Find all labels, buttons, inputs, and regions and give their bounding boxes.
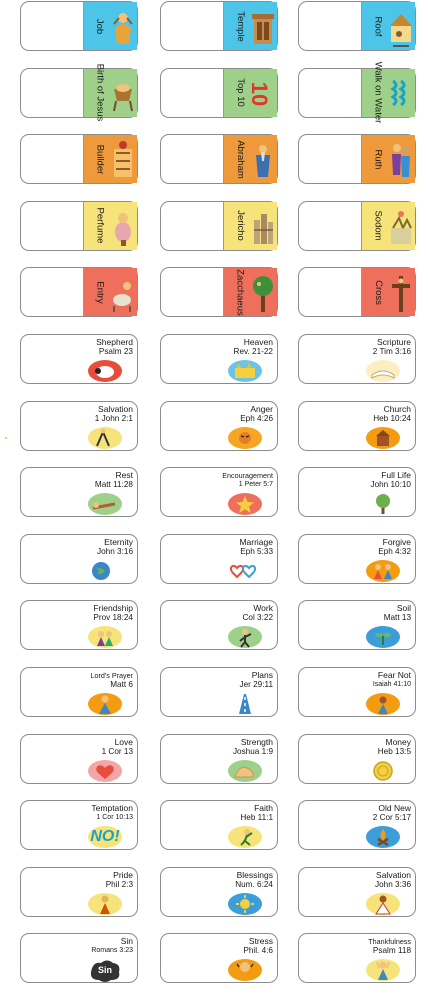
card-money[interactable] xyxy=(298,734,416,784)
card-reference xyxy=(59,538,133,556)
card-tab-label: Temple xyxy=(234,10,246,42)
card-tab xyxy=(223,69,277,117)
fear-icon xyxy=(365,692,401,716)
card-cross[interactable] xyxy=(298,267,416,317)
card-verse: Phil 2:3 xyxy=(105,879,133,889)
card-reference xyxy=(337,471,411,489)
ten-icon xyxy=(247,73,275,115)
card-full-life[interactable] xyxy=(298,467,416,517)
card-church[interactable] xyxy=(298,401,416,451)
card-strength[interactable] xyxy=(160,734,278,784)
waves-icon xyxy=(389,73,413,115)
card-title: Rest xyxy=(115,470,133,481)
card-reference xyxy=(59,604,133,622)
sheep-icon xyxy=(87,359,123,383)
card-tab xyxy=(361,61,415,124)
card-reference xyxy=(199,871,273,889)
card-tab-label: Job xyxy=(94,18,106,34)
card-tab xyxy=(83,2,137,50)
card-abraham[interactable] xyxy=(160,134,278,184)
card-verse: John 10:10 xyxy=(370,480,411,490)
card-temptation[interactable] xyxy=(20,800,138,850)
jesus-icon xyxy=(365,892,401,916)
card-reference xyxy=(337,804,411,822)
card-verse: Eph 4:32 xyxy=(378,546,411,556)
card-tab xyxy=(361,135,415,183)
card-reference xyxy=(59,471,133,489)
card-top-10[interactable] xyxy=(160,68,278,118)
card-tab-label: Zacchaeus xyxy=(234,269,246,316)
card-verse: Romans 3:23 xyxy=(91,947,133,955)
card-tab xyxy=(361,202,415,250)
tree-icon xyxy=(251,272,275,314)
card-verse: 2 Cor 5:17 xyxy=(372,813,411,823)
card-tab xyxy=(223,2,277,50)
card-title: Fear Not xyxy=(377,670,411,680)
card-tab-label: Entry xyxy=(94,281,106,304)
card-title: Encouragement xyxy=(222,471,273,481)
card-title: Heaven xyxy=(243,337,273,347)
card-marriage[interactable] xyxy=(160,534,278,584)
hearts-icon xyxy=(227,559,263,583)
card-tab xyxy=(83,63,137,122)
card-title: Friendship xyxy=(93,603,133,614)
church-icon xyxy=(365,426,401,450)
svg-text:10: 10 xyxy=(247,81,272,106)
card-verse: Prov 18:24 xyxy=(93,613,133,623)
card-verse: Heb 10:24 xyxy=(373,413,411,423)
card-title: Love xyxy=(114,736,133,747)
card-tab-label: Top 10 xyxy=(234,78,246,107)
card-thankfulness[interactable] xyxy=(298,933,416,983)
card-verse: Heb 11:1 xyxy=(240,813,273,823)
city-icon xyxy=(227,359,263,383)
card-tab xyxy=(83,202,137,250)
card-reference xyxy=(199,471,273,489)
job-icon xyxy=(111,6,135,48)
roof-icon xyxy=(389,6,413,48)
heart-icon xyxy=(87,759,123,783)
card-title: Salvation xyxy=(98,403,133,414)
card-reference xyxy=(59,671,133,689)
card-title: Temptation xyxy=(91,803,133,814)
card-reference xyxy=(59,871,133,889)
card-verse: Eph 4:26 xyxy=(240,413,273,423)
card-ruth[interactable] xyxy=(298,134,416,184)
card-title: Pride xyxy=(113,869,133,880)
card-tab xyxy=(223,202,277,250)
globe-icon xyxy=(87,559,123,583)
card-scripture[interactable] xyxy=(298,334,416,384)
card-tab xyxy=(361,268,415,316)
card-anger[interactable] xyxy=(160,401,278,451)
abraham-icon xyxy=(251,139,275,181)
card-tab-label: Jericho xyxy=(234,210,246,242)
builder-icon xyxy=(111,139,135,181)
card-soil[interactable] xyxy=(298,600,416,650)
friends-icon xyxy=(365,559,401,583)
card-reference xyxy=(199,338,273,356)
card-tab xyxy=(361,2,415,50)
star-icon xyxy=(227,492,263,516)
card-zacchaeus[interactable] xyxy=(160,267,278,317)
badge-text: NO! xyxy=(90,828,120,846)
card-rest[interactable] xyxy=(20,467,138,517)
stray-dot xyxy=(5,437,7,439)
card-title: Faith xyxy=(254,803,273,814)
rest-icon xyxy=(87,492,123,516)
card-friendship[interactable] xyxy=(20,600,138,650)
card-encouragement[interactable] xyxy=(160,467,278,517)
card-title: Money xyxy=(385,736,411,747)
card-verse: 2 Tim 3:16 xyxy=(372,347,411,356)
card-title: Old New xyxy=(378,803,411,814)
card-verse: Eph 5:33 xyxy=(240,546,273,556)
card-title: Marriage xyxy=(239,536,273,547)
card-reference xyxy=(337,738,411,756)
card-title: Plans xyxy=(251,670,273,680)
card-builder[interactable] xyxy=(20,134,138,184)
card-reference xyxy=(337,338,411,356)
card-verse: Col 3:22 xyxy=(242,613,273,623)
card-faith[interactable] xyxy=(160,800,278,850)
card-reference xyxy=(59,804,133,822)
card-verse: Matt 11:28 xyxy=(94,480,133,490)
card-verse: 1 Cor 13 xyxy=(101,746,133,756)
card-tab-label: Sodom xyxy=(372,210,384,241)
coin-icon xyxy=(365,759,401,783)
card-reference xyxy=(199,604,273,622)
salvation-icon xyxy=(87,426,123,450)
card-reference xyxy=(59,738,133,756)
card-verse: Isaiah 41:10 xyxy=(372,681,411,688)
card-salvation[interactable] xyxy=(298,867,416,917)
campfire-icon xyxy=(365,825,401,849)
card-reference xyxy=(337,937,411,955)
card-fear-not[interactable] xyxy=(298,667,416,717)
card-lord-s-prayer[interactable] xyxy=(20,667,138,717)
pride-icon xyxy=(87,892,123,916)
card-perfume[interactable] xyxy=(20,201,138,251)
card-title: Eternity xyxy=(104,536,133,547)
card-work[interactable] xyxy=(160,600,278,650)
card-birth-of-jesus[interactable] xyxy=(20,63,138,122)
faith-icon xyxy=(227,825,263,849)
card-reference xyxy=(199,538,273,556)
bible-icon xyxy=(365,359,401,383)
entry-icon xyxy=(111,272,135,314)
cross-icon xyxy=(389,272,413,314)
arm-icon xyxy=(227,759,263,783)
card-verse: Matt 6 xyxy=(110,680,133,689)
card-sin[interactable] xyxy=(20,933,138,983)
card-pride[interactable] xyxy=(20,867,138,917)
card-reference xyxy=(59,338,133,356)
card-entry[interactable] xyxy=(20,267,138,317)
card-tab-label: Perfume xyxy=(94,207,106,244)
card-walk-on-water[interactable] xyxy=(298,61,416,124)
road-icon xyxy=(227,692,263,716)
thanks-icon xyxy=(365,958,401,982)
badge-text: Sin xyxy=(97,965,112,976)
card-title: Forgive xyxy=(382,536,411,547)
no-icon xyxy=(87,825,123,849)
card-reference xyxy=(337,604,411,622)
card-verse: 1 Peter 5:7 xyxy=(238,481,273,489)
card-verse: Matt 13 xyxy=(383,613,411,623)
card-love[interactable] xyxy=(20,734,138,784)
card-title: Full Life xyxy=(381,470,411,481)
card-stress[interactable] xyxy=(160,933,278,983)
card-reference xyxy=(337,538,411,556)
card-verse: Psalm 118 xyxy=(372,946,411,956)
card-verse: Rev. 21-22 xyxy=(233,347,273,356)
temple-icon xyxy=(251,6,275,48)
card-title: Anger xyxy=(250,403,273,414)
work-icon xyxy=(227,625,263,649)
card-reference xyxy=(337,671,411,689)
card-tab-label: Builder xyxy=(94,144,106,174)
card-title: Strength xyxy=(240,736,273,747)
card-tab-label: Abraham xyxy=(234,139,246,179)
card-old-new[interactable] xyxy=(298,800,416,850)
card-title: Salvation xyxy=(376,869,411,880)
card-tab-label: Birth of Jesus xyxy=(94,63,106,122)
card-verse: Phil. 4:6 xyxy=(243,946,273,956)
fruit-tree-icon xyxy=(365,492,401,516)
card-shepherd[interactable] xyxy=(20,334,138,384)
card-reference xyxy=(199,671,273,689)
card-verse: John 3:36 xyxy=(375,879,411,889)
card-blessings[interactable] xyxy=(160,867,278,917)
perfume-icon xyxy=(111,206,135,248)
friendship-icon xyxy=(87,625,123,649)
card-reference xyxy=(337,871,411,889)
card-jericho[interactable] xyxy=(160,201,278,251)
card-title: Shepherd xyxy=(96,337,133,347)
card-title: Thankfulness xyxy=(368,937,411,947)
card-job[interactable] xyxy=(20,1,138,51)
card-verse: 1 Cor 10:13 xyxy=(96,814,133,822)
card-reference xyxy=(337,405,411,423)
card-title: Lord's Prayer xyxy=(90,671,133,680)
card-eternity[interactable] xyxy=(20,534,138,584)
card-tab-label: Cross xyxy=(372,279,384,305)
card-reference xyxy=(59,937,133,955)
card-verse: Jer 29:11 xyxy=(239,680,273,689)
card-tab xyxy=(83,268,137,316)
card-title: Church xyxy=(383,403,411,414)
manger-icon xyxy=(111,73,135,115)
card-heaven[interactable] xyxy=(160,334,278,384)
card-reference xyxy=(199,937,273,955)
anger-icon xyxy=(227,426,263,450)
card-title: Sin xyxy=(120,936,133,947)
card-verse: 1 John 2:1 xyxy=(94,413,133,423)
card-tab-label: Roof xyxy=(372,15,384,37)
card-temple[interactable] xyxy=(160,1,278,51)
card-title: Scripture xyxy=(376,337,411,347)
card-verse: Psalm 23 xyxy=(98,347,133,356)
prayer-icon xyxy=(87,692,123,716)
card-sodom[interactable] xyxy=(298,201,416,251)
sprout-icon xyxy=(365,625,401,649)
card-verse: John 3:16 xyxy=(97,546,133,556)
card-title: Blessings xyxy=(236,869,273,880)
card-title: Stress xyxy=(248,936,273,947)
card-reference xyxy=(199,804,273,822)
jericho-icon xyxy=(251,206,275,248)
card-reference xyxy=(199,738,273,756)
ruth-icon xyxy=(389,139,413,181)
card-plans[interactable] xyxy=(160,667,278,717)
card-tab-label: Walk on Water xyxy=(372,61,384,124)
sodom-icon xyxy=(389,206,413,248)
card-reference xyxy=(199,405,273,423)
card-verse: Joshua 1:9 xyxy=(232,746,273,756)
card-title: Soil xyxy=(396,603,411,614)
blessing-icon xyxy=(227,892,263,916)
card-tab-label: Ruth xyxy=(372,149,384,170)
card-salvation[interactable] xyxy=(20,401,138,451)
card-tab xyxy=(223,268,277,316)
sin-icon xyxy=(87,958,123,982)
card-tab xyxy=(223,135,277,183)
card-roof[interactable] xyxy=(298,1,416,51)
card-verse: Heb 13:5 xyxy=(377,746,411,756)
card-tab xyxy=(83,135,137,183)
card-forgive[interactable] xyxy=(298,534,416,584)
card-title: Work xyxy=(253,603,273,614)
card-verse: Num. 6:24 xyxy=(235,879,273,889)
card-reference xyxy=(59,405,133,423)
stress-icon xyxy=(227,958,263,982)
